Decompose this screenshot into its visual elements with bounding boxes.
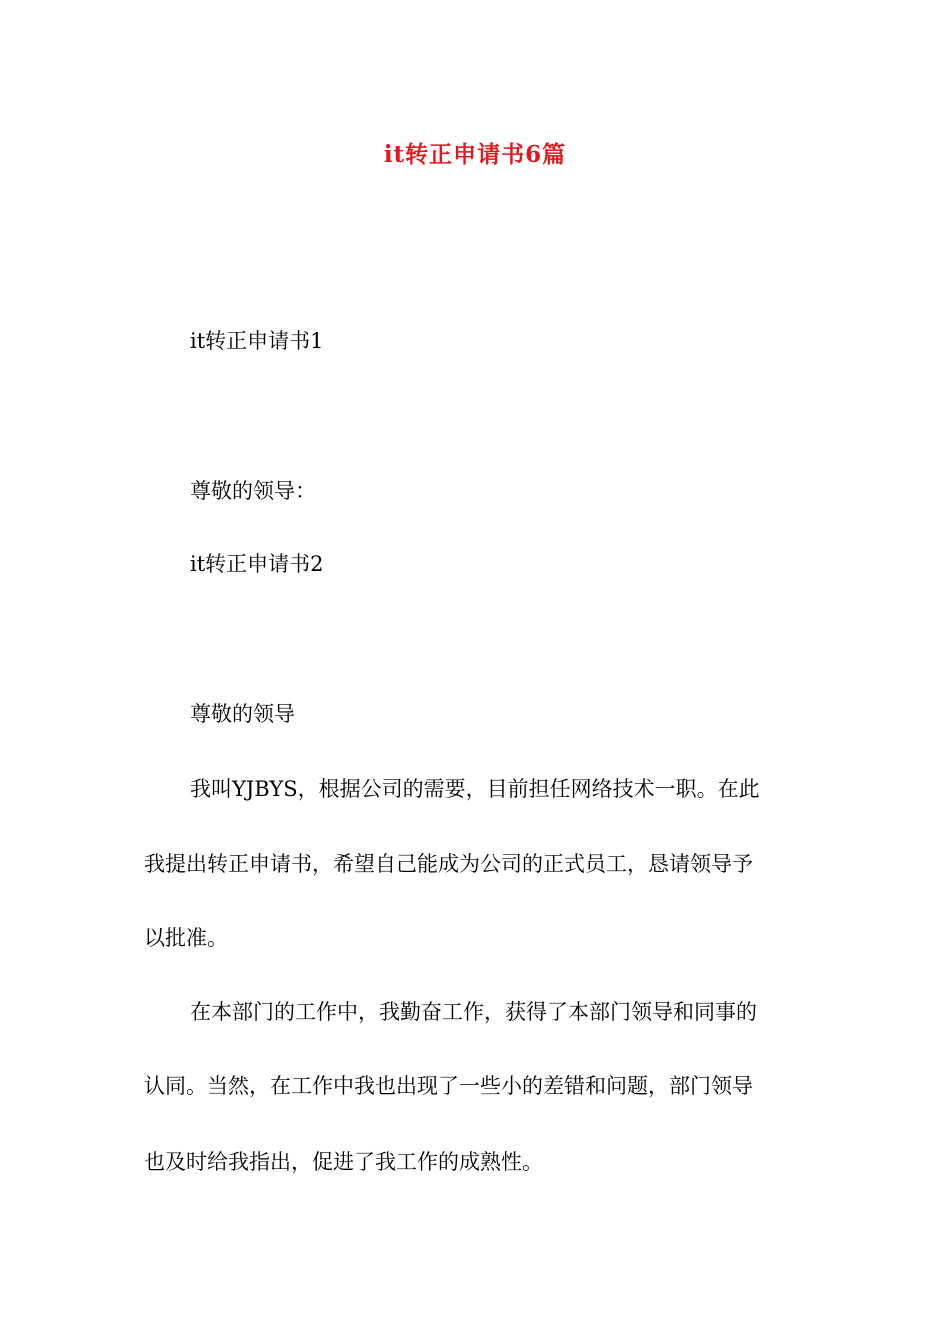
- section-heading-1: it转正申请书1: [190, 329, 324, 353]
- paragraph-line: 我提出转正申请书，希望自己能成为公司的正式员工，恳请领导予: [144, 852, 753, 876]
- salutation-1: 尊敬的领导：: [190, 479, 316, 503]
- paragraph-line: 也及时给我指出，促进了我工作的成熟性。: [144, 1150, 543, 1174]
- document-title: it转正申请书6篇: [383, 141, 567, 168]
- paragraph-line: 认同。当然，在工作中我也出现了一些小的差错和问题，部门领导: [144, 1074, 753, 1098]
- section-heading-2: it转正申请书2: [190, 552, 324, 576]
- paragraph-line: 在本部门的工作中，我勤奋工作，获得了本部门领导和同事的: [190, 1000, 757, 1024]
- paragraph-line: 我叫YJBYS，根据公司的需要，目前担任网络技术一职。在此: [190, 777, 760, 801]
- salutation-2: 尊敬的领导: [190, 702, 295, 726]
- paragraph-line: 以批准。: [144, 926, 228, 950]
